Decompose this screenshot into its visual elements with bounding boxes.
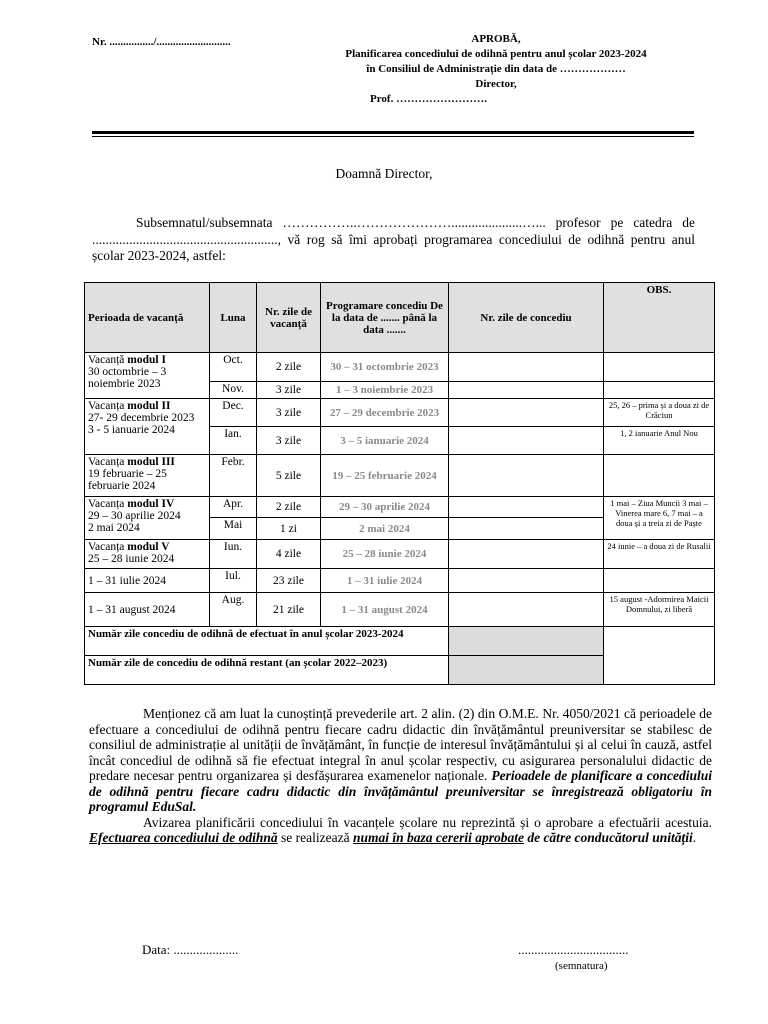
schedule-cell: 29 – 30 aprilie 2024 (321, 497, 449, 518)
table-row (85, 497, 715, 518)
month-cell: Febr. (210, 455, 257, 497)
total-leave-value[interactable] (449, 627, 604, 656)
leave-days-cell[interactable] (449, 382, 604, 399)
month-cell: Mai (210, 518, 257, 540)
col-header-period: Perioada de vacanță (85, 283, 210, 353)
period-cell: Vacanța modul V 25 – 28 iunie 2024 (85, 540, 210, 569)
schedule-cell: 19 – 25 februarie 2024 (321, 455, 449, 497)
month-cell: Aug. (210, 593, 257, 627)
leave-days-cell[interactable] (449, 353, 604, 382)
vacation-days-cell: 21 zile (257, 593, 321, 627)
obs-cell (604, 382, 715, 399)
schedule-cell: 27 – 29 decembrie 2023 (321, 399, 449, 427)
obs-cell: 25, 26 – prima și a doua zi de Crăciun (604, 399, 715, 427)
schedule-cell: 30 – 31 octombrie 2023 (321, 353, 449, 382)
month-cell: Oct. (210, 353, 257, 382)
schedule-cell: 1 – 31 august 2024 (321, 593, 449, 627)
period-cell: 1 – 31 iulie 2024 (85, 569, 210, 593)
table-row (85, 569, 715, 593)
signature-line: .................................. (518, 942, 629, 957)
month-cell: Iun. (210, 540, 257, 569)
vacation-days-cell: 1 zi (257, 518, 321, 540)
leave-days-cell[interactable] (449, 540, 604, 569)
vacation-days-cell: 2 zile (257, 497, 321, 518)
schedule-cell: 3 – 5 ianuarie 2024 (321, 427, 449, 455)
vacation-days-cell: 3 zile (257, 427, 321, 455)
obs-cell: 24 iunie – a doua zi de Rusalii (604, 540, 715, 569)
table-row (85, 540, 715, 569)
paragraph-approval: Avizarea planificării concediului în vacanțele școlare nu reprezintă și o aprobare a efectuării acestuia. Efectuarea concediului de odihnă se realizează numai în baza cererii aprobate de către conducătorul unității. (89, 814, 712, 845)
intro-text: Subsemnatul/subsemnata ……………..………………….....................…... profesor pe catedra de ......................................................., vă rog să îmi aprobați programarea concediului de odihnă pentru anul școlar 2023-2024, astfel: (92, 215, 695, 263)
vacation-days-cell: 4 zile (257, 540, 321, 569)
vacation-days-cell: 3 zile (257, 382, 321, 399)
schedule-cell: 1 – 31 iulie 2024 (321, 569, 449, 593)
leave-days-cell[interactable] (449, 593, 604, 627)
period-cell: Vacanța modul II 27- 29 decembrie 2023 3 - 5 ianuarie 2024 (85, 399, 210, 455)
col-header-leave-days: Nr. zile de concediu (449, 283, 604, 353)
date-field: Data: .................... (142, 942, 239, 957)
leave-days-cell[interactable] (449, 497, 604, 518)
period-cell: 1 – 31 august 2024 (85, 593, 210, 627)
header-divider-thick (92, 131, 694, 134)
schedule-cell: 25 – 28 iunie 2024 (321, 540, 449, 569)
total-leave-label: Număr zile concediu de odihnă de efectuat în anul școlar 2023-2024 (85, 627, 449, 656)
vacation-days-cell: 23 zile (257, 569, 321, 593)
restant-leave-value[interactable] (449, 656, 604, 685)
signature-label: (semnatura) (555, 960, 608, 972)
obs-cell: 1, 2 ianuarie Anul Nou (604, 427, 715, 455)
schedule-cell: 2 mai 2024 (321, 518, 449, 540)
month-cell: Nov. (210, 382, 257, 399)
month-cell: Dec. (210, 399, 257, 427)
approval-line-prof: Prof. ……………………. (370, 93, 487, 105)
body-text (89, 706, 712, 846)
period-cell: Vacanță modul I 30 octombrie – 3 noiembrie 2023 (85, 353, 210, 399)
vacation-days-cell: 3 zile (257, 399, 321, 427)
leave-days-cell[interactable] (449, 427, 604, 455)
vacation-days-cell: 2 zile (257, 353, 321, 382)
table-row (85, 593, 715, 627)
restant-leave-label: Număr zile de concediu de odihnă restant (an școlar 2022–2023) (85, 656, 449, 685)
obs-cell: 15 august -Adormirea Maicii Domnului, zi liberă (604, 593, 715, 627)
approval-line-director: Director, (475, 78, 517, 90)
total-obs-cell (604, 627, 715, 685)
header-divider-thin (92, 136, 694, 137)
table-header-row (85, 283, 715, 353)
col-header-vacation-days: Nr. zile de vacanță (257, 283, 321, 353)
month-cell: Apr. (210, 497, 257, 518)
obs-cell (604, 455, 715, 497)
leave-days-cell[interactable] (449, 455, 604, 497)
obs-cell (604, 569, 715, 593)
period-cell: Vacanța modul IV 29 – 30 aprilie 2024 2 mai 2024 (85, 497, 210, 540)
period-cell: Vacanța modul III 19 februarie – 25 februarie 2024 (85, 455, 210, 497)
total-row (85, 627, 715, 656)
month-cell: Iul. (210, 569, 257, 593)
vacation-days-cell: 5 zile (257, 455, 321, 497)
schedule-cell: 1 – 3 noiembrie 2023 (321, 382, 449, 399)
col-header-obs: OBS. (604, 283, 715, 353)
leave-days-cell[interactable] (449, 399, 604, 427)
month-cell: Ian. (210, 427, 257, 455)
paragraph-regulation: Menționez că am luat la cunoștință prevederile art. 2 alin. (2) din O.M.E. Nr. 4050/2021 că perioadele de efectuare a concediului de odihnă pentru fiecare cadru didactic din învățământul preuniversitar se stabilesc de consiliul de administrație al unității de învățământ, în funcție de interesul învățământului și al celui în cauză, astfel încât concediul de odihnă să fie efectuat integral în anul școlar respectiv, cu asigurarea personalului didactic de predare necesar pentru organizarea și desfășurarea examenelor naționale. Perioadele de planificare a concediului de odihnă pentru fiecare cadru didactic din învățământul preuniversitar se înregistrează obligatoriu în programul EduSal. (89, 706, 713, 814)
leave-days-cell[interactable] (449, 569, 604, 593)
col-header-month: Luna (210, 283, 257, 353)
approval-line-council: în Consiliul de Administrație din data de ……………… (366, 63, 626, 75)
approval-title: APROBĂ, (471, 33, 521, 45)
intro-paragraph (92, 215, 695, 265)
table-row (85, 353, 715, 382)
table-row (85, 399, 715, 427)
table-row (85, 455, 715, 497)
vacation-table (84, 282, 715, 685)
salutation: Doamnă Director, (335, 166, 433, 181)
approval-block (300, 32, 692, 107)
col-header-schedule: Programare concediu De la data de ....... până la data ....... (321, 283, 449, 353)
document-number: Nr. ................/........................... (92, 36, 231, 48)
approval-line-plan: Planificarea concediului de odihnă pentru anul școlar 2023-2024 (345, 48, 647, 60)
obs-cell (604, 353, 715, 382)
obs-cell: 1 mai – Ziua Muncii 3 mai – Vinerea mare 6, 7 mai – a doua și a treia zi de Paște (604, 497, 715, 540)
leave-days-cell[interactable] (449, 518, 604, 540)
